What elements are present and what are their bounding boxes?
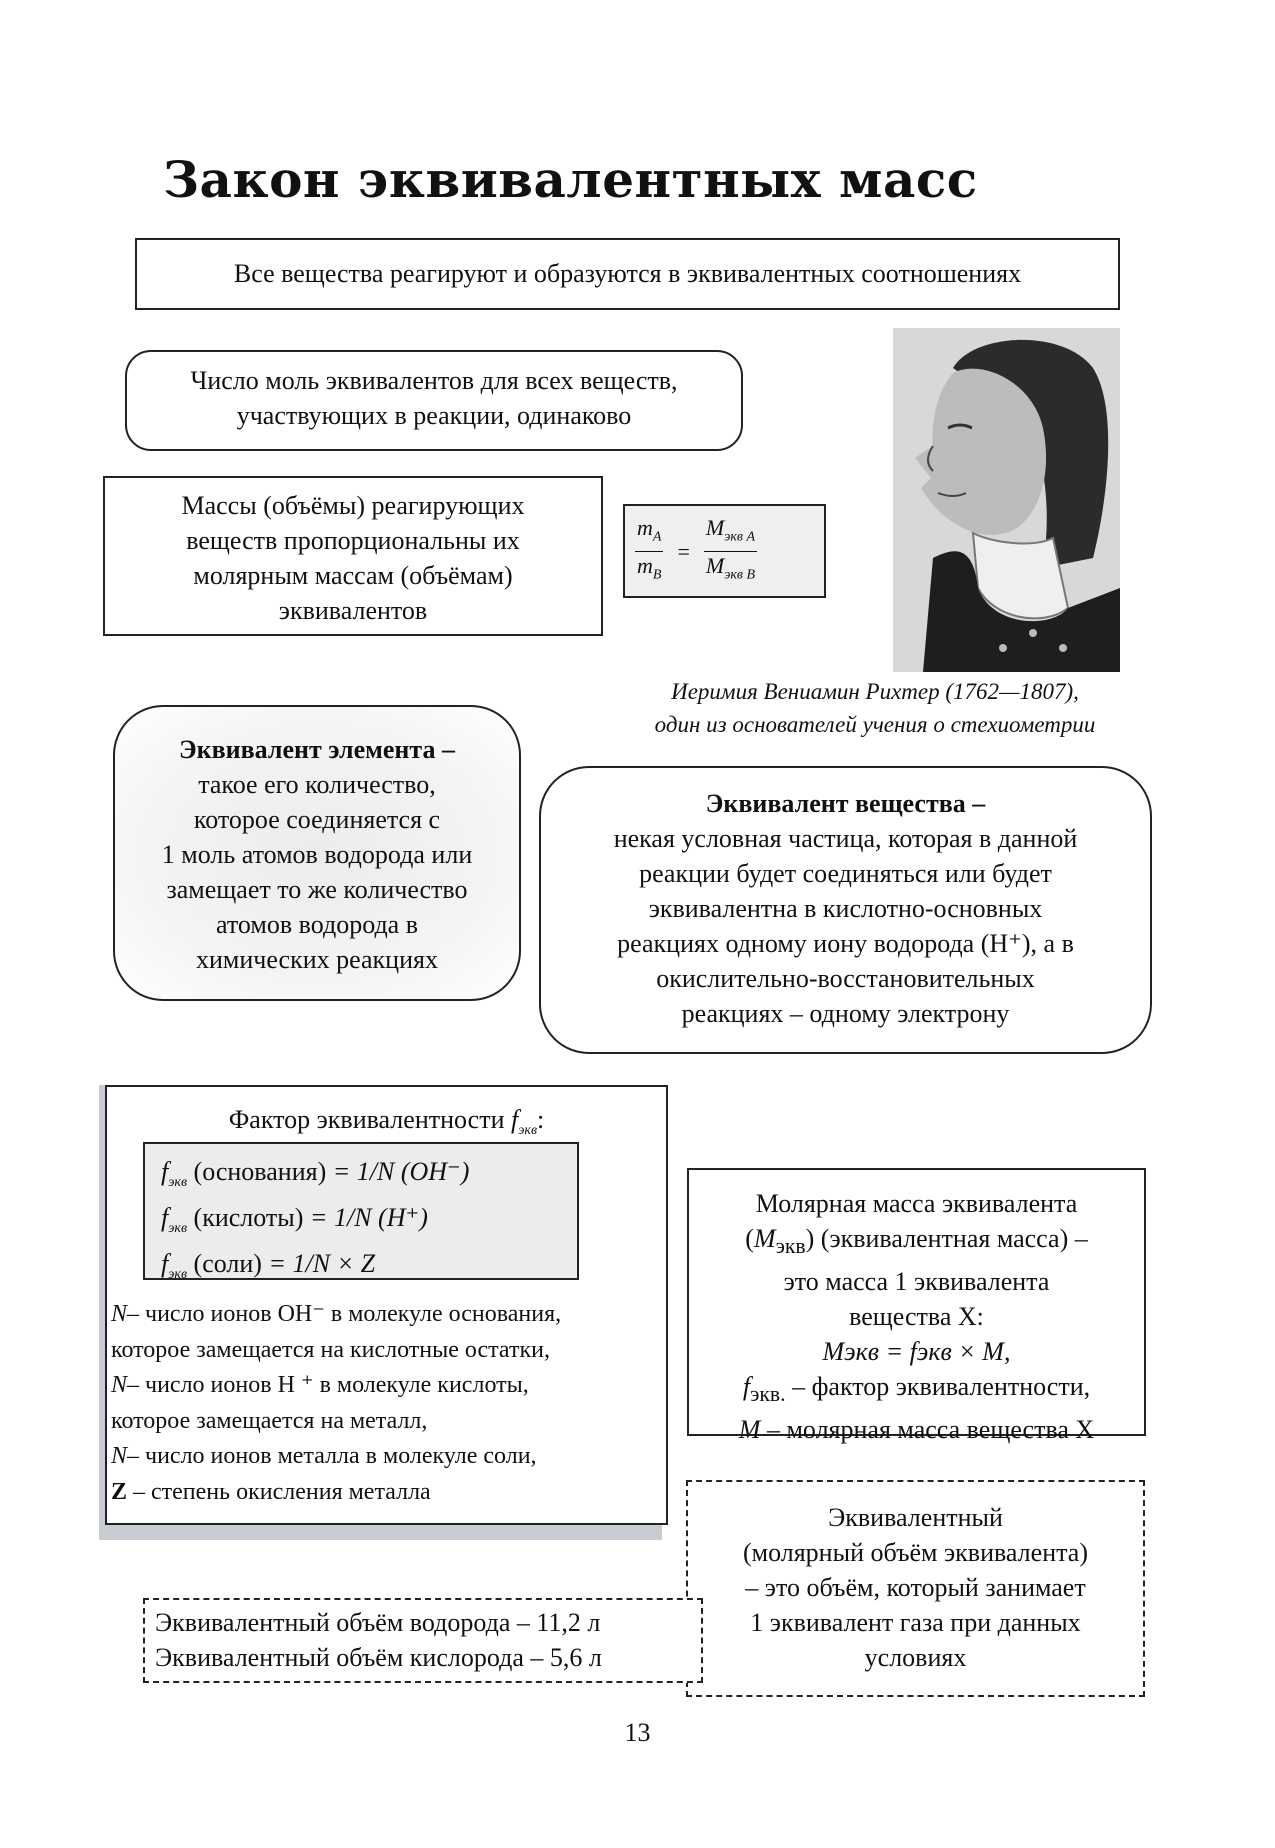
element-line-1: такое его количество, [198, 770, 436, 799]
equiv-vol-line-1: Эквивалентный [828, 1503, 1003, 1532]
substance-line-5: окислительно-восстановительных [656, 964, 1035, 993]
substance-line-3: эквивалентна в кислотно-основных [648, 894, 1043, 923]
substance-line-6: реакциях – одному электрону [681, 999, 1010, 1028]
portrait-caption [600, 675, 1150, 741]
substance-line-1: некая условная частица, которая в данной [613, 824, 1078, 853]
law-statement: Все вещества реагируют и образуются в эквивалентных соотношениях [233, 259, 1022, 288]
formula-left-fraction: $\frac{m_A}{m_B}$ [637, 515, 662, 583]
element-equivalent-heading: Эквивалент элемента – [179, 735, 455, 764]
factor-note-1: N– число ионов OH⁻ в молекуле основания, [111, 1301, 562, 1327]
factor-note-4: которое замещается на металл, [111, 1407, 428, 1434]
factor-formulas-box [143, 1142, 579, 1283]
equiv-vol-line-2: (молярный объём эквивалента) [742, 1538, 1088, 1567]
element-equivalent-box [113, 705, 521, 1001]
law-statement-box [135, 238, 1120, 310]
page-title: Закон эквивалентных масс [163, 150, 978, 209]
substance-equivalent-box [539, 766, 1152, 1054]
factor-row-base: $f_{экв}$ (основания) = 1/N (OH⁻) [161, 1157, 470, 1191]
formula-right-fraction: $\frac{M_{экв A}}{M_{экв B}}$ [705, 515, 756, 583]
molar-formula: Mэкв = fэкв × M, [822, 1337, 1011, 1367]
factor-symbol: $f_{экв}$ [510, 1105, 538, 1139]
element-line-5: атомов водорода в [216, 910, 418, 939]
factor-note-5: N– число ионов металла в молекуле соли, [111, 1443, 537, 1469]
molar-line-1: Молярная масса эквивалента [755, 1189, 1078, 1218]
substance-equivalent-heading: Эквивалент вещества – [705, 789, 986, 818]
factor-heading: Фактор эквивалентности [228, 1105, 505, 1134]
hydrogen-volume: Эквивалентный объём водорода – 11,2 л [155, 1608, 601, 1637]
molar-line-4: вещества X: [849, 1302, 984, 1332]
molar-def-1: $f_{экв.}$ – фактор эквивалентности, [742, 1372, 1091, 1407]
substance-line-2: реакции будет соединяться или будет [639, 859, 1052, 888]
equiv-vol-line-4: 1 эквивалент газа при данных [750, 1608, 1081, 1637]
moles-line-1: Число моль эквивалентов для всех веществ, [190, 366, 678, 395]
factor-notes [111, 1297, 667, 1510]
substance-line-4: реакциях одному иону водорода (H⁺), а в [617, 929, 1074, 958]
element-line-4: замещает то же количество [166, 875, 468, 904]
masses-line-4: эквивалентов [278, 596, 428, 625]
element-line-2: которое соединяется с [193, 805, 441, 834]
portrait-image [893, 328, 1120, 672]
factor-row-salt: $f_{экв}$ (соли) = 1/N × Z [161, 1249, 376, 1283]
element-line-6: химических реакциях [196, 945, 438, 974]
equivalent-volume-box [686, 1480, 1145, 1697]
formula-equals: = [677, 538, 690, 564]
molar-def-2: M – молярная масса вещества X [738, 1415, 1095, 1445]
molar-line-2: $(M_{экв})$ (эквивалентная масса) – [745, 1224, 1088, 1259]
moles-line-2: участвующих в реакции, одинаково [236, 401, 632, 430]
equiv-vol-line-3: – это объём, который занимает [745, 1573, 1086, 1602]
masses-proportional-box [103, 476, 603, 636]
moles-equal-box [125, 350, 743, 451]
element-line-3: 1 моль атомов водорода или [161, 840, 473, 869]
caption-line-1: Иеримия Вениамин Рихтер (1762—1807), [671, 679, 1079, 704]
masses-line-2: веществ пропорциональны их [186, 526, 520, 555]
molar-line-3: это масса 1 эквивалента [783, 1267, 1050, 1297]
equivalence-factor-panel: Фактор эквивалентности $f_{экв}$: [105, 1085, 668, 1525]
caption-line-2: один из основателей учения о стехиометрии [654, 712, 1096, 737]
equiv-vol-line-5: условиях [864, 1643, 967, 1672]
masses-line-3: молярным массам (объёмам) [193, 561, 513, 590]
factor-row-acid: $f_{экв}$ (кислоты) = 1/N (H⁺) [161, 1203, 428, 1237]
oxygen-volume: Эквивалентный объём кислорода – 5,6 л [155, 1643, 602, 1672]
mass-ratio-formula [623, 504, 826, 598]
factor-note-6: Z – степень окисления металла [111, 1478, 431, 1505]
factor-note-3: N– число ионов H ⁺ в молекуле кислоты, [111, 1372, 529, 1398]
gas-volumes-box [143, 1598, 703, 1683]
richter-portrait [893, 328, 1120, 672]
molar-mass-equivalent-box [687, 1168, 1146, 1445]
factor-note-2: которое замещается на кислотные остатки, [111, 1336, 550, 1363]
page-number: 13 [624, 1718, 651, 1747]
masses-line-1: Массы (объёмы) реагирующих [181, 491, 525, 520]
